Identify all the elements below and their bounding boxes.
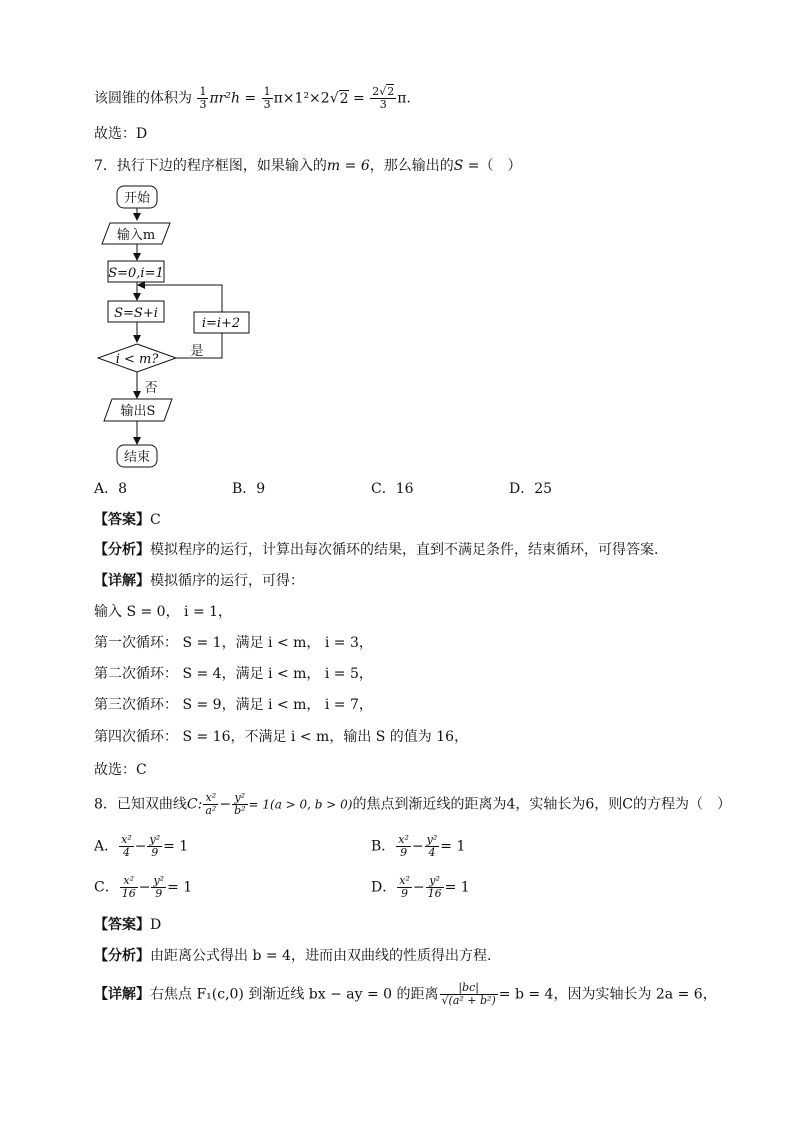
q7-detail: 【详解】模拟循序的运行，可得： bbox=[94, 573, 304, 589]
q7-answer: 【答案】C bbox=[94, 512, 161, 528]
flow-update-label: S=S+i bbox=[114, 306, 158, 321]
q8-analysis: 【分析】由距离公式得出 b = 4，进而由双曲线的性质得出方程. bbox=[94, 948, 492, 964]
q7-step: 第一次循环： S = 1，满足 i < m， i = 3， bbox=[94, 635, 373, 651]
flow-increment-label: i=i+2 bbox=[201, 316, 241, 331]
q8-option-b: B． $\frac{\text{x²}}{9}$ − $\frac{\text{y²}}{4}$ = 1 bbox=[371, 833, 466, 859]
flow-start-label: 开始 bbox=[123, 191, 151, 206]
sqrt-sign: √ bbox=[329, 90, 339, 107]
q7-option-d: D．25 bbox=[509, 481, 553, 497]
q8-option-c: C． $\frac{\text{x²}}{16}$ − $\frac{\text{y²}}{9}$ = 1 bbox=[94, 874, 193, 900]
volume-substitution: π×1²×2 bbox=[273, 90, 330, 107]
flow-output-label: 输出S bbox=[120, 404, 156, 419]
q8-answer: 【答案】D bbox=[94, 917, 162, 933]
q8-frac-x: $\frac{\text{x²}}{\text{a²}}$ bbox=[205, 791, 217, 817]
q8-detail: 【详解】右焦点 F₁(c,0) 到渐近线 bx − ay = 0 的距离 $\frac{|bc|}{\text{√(a² + b²)}}$ = b = 4，因为实轴长为 2a = 6， bbox=[94, 981, 717, 1007]
q7-step: 输入 S = 0， i = 1， bbox=[94, 604, 233, 620]
q7-step: 第二次循环： S = 4，满足 i < m， i = 5， bbox=[94, 666, 373, 682]
frac-result: $\frac{2√2}{3}$ bbox=[372, 85, 395, 111]
volume-line: 该圆锥的体积为 $\frac{1}{3}$ πr²h = $\frac{1}{3}$ π×1²×2√2 = $\frac{2√2}{3}$ π. bbox=[94, 85, 411, 111]
volume-formula: πr²h = bbox=[209, 90, 257, 107]
flowchart bbox=[90, 180, 260, 470]
q7-step: 第三次循环： S = 9，满足 i < m， i = 7， bbox=[94, 697, 373, 713]
flow-condition-label: i < m? bbox=[115, 352, 159, 367]
q8-option-a: A． $\frac{\text{x²}}{4}$ − $\frac{\text{y²}}{9}$ = 1 bbox=[94, 833, 189, 859]
flow-init-label: S=0,i=1 bbox=[108, 266, 164, 281]
frac-one-third-b: $\frac{1}{3}$ bbox=[263, 85, 271, 111]
flow-no-label: 否 bbox=[144, 381, 158, 396]
q7-final: 故选：C bbox=[94, 762, 147, 778]
frac-one-third-a: $\frac{1}{3}$ bbox=[199, 85, 207, 111]
flow-input-label: 输入m bbox=[116, 228, 156, 243]
q7-option-a: A．8 bbox=[94, 481, 128, 497]
q7-analysis: 【分析】模拟程序的运行，计算出每次循环的结果，直到不满足条件，结束循环，可得答案. bbox=[94, 542, 659, 558]
q8-distance-frac: $\frac{|bc|}{\text{√(a² + b²)}}$ bbox=[441, 981, 496, 1007]
q8-frac-y: $\frac{\text{y²}}{\text{b²}}$ bbox=[234, 791, 246, 817]
q7-step: 第四次循环： S = 16，不满足 i < m，输出 S 的值为 16， bbox=[94, 729, 469, 745]
q7-option-b: B．9 bbox=[232, 481, 266, 497]
q8-stem: 8．已知双曲线C: $\frac{\text{x²}}{\text{a²}}$ − $\frac{\text{y²}}{\text{b²}}$ = 1(a > 0, b > 0)的焦点到渐近线的距离为4，实轴长为6，则C的方程为（ ） bbox=[94, 791, 732, 817]
q7-stem: 7．执行下边的程序框图，如果输入的m = 6，那么输出的S =（ ） bbox=[94, 158, 522, 174]
q7-option-c: C．16 bbox=[371, 481, 414, 497]
volume-prefix: 该圆锥的体积为 bbox=[94, 90, 192, 107]
q8-option-d: D． $\frac{\text{x²}}{9}$ − $\frac{\text{y²}}{16}$ = 1 bbox=[371, 874, 470, 900]
flow-end-label: 结束 bbox=[123, 450, 151, 465]
flow-yes-label: 是 bbox=[190, 344, 204, 359]
answer-q6: 故选：D bbox=[94, 126, 148, 142]
q7-m-value: m = 6 bbox=[326, 158, 370, 174]
